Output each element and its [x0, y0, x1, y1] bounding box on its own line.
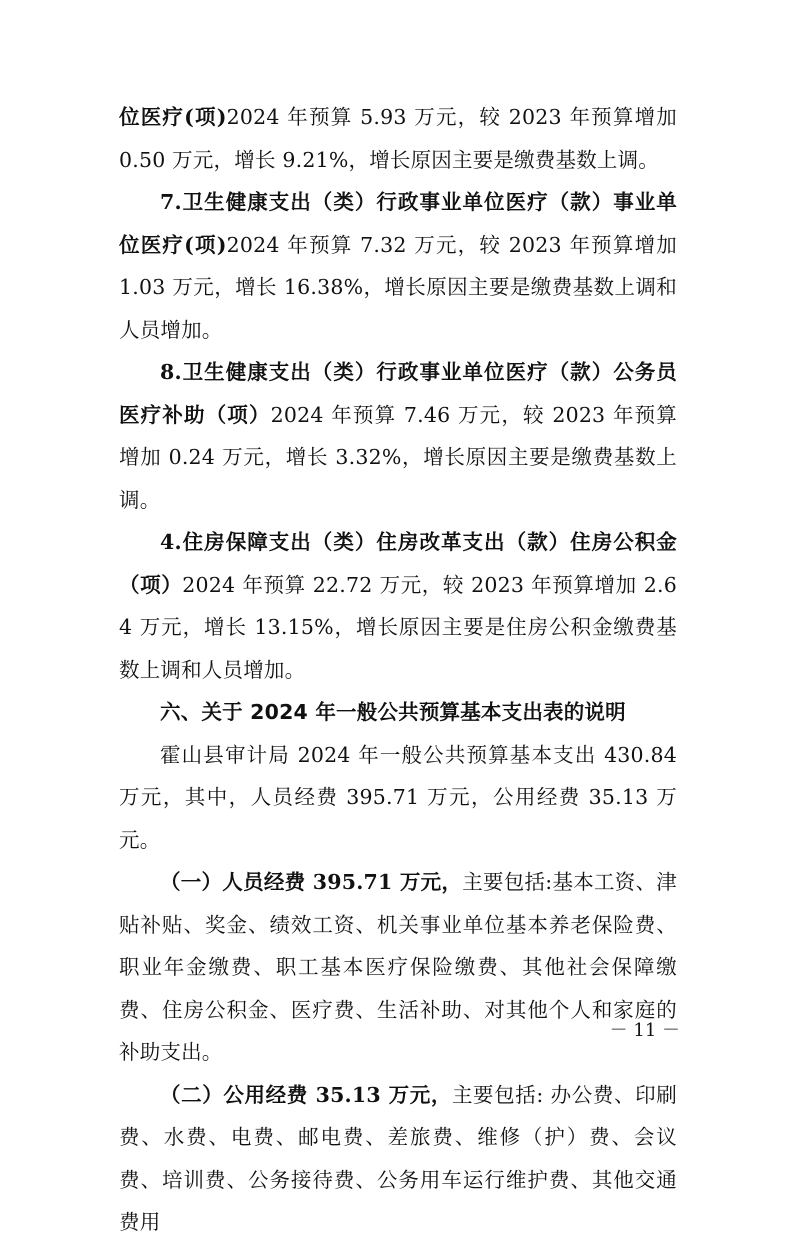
item-title: 4.住房保障支出（类）住房改革支出（款）住房公积金（项） [119, 530, 677, 597]
paragraph-item-7 [119, 181, 677, 351]
item-text: 2024 年预算 7.32 万元，较 2023 年预算增加 1.03 万元，增长 16.38%，增长原因主要是缴费基数上调和人员增加。 [119, 232, 677, 342]
paragraph-medical-continued [119, 96, 677, 181]
paragraph-item-8 [119, 351, 677, 521]
section-heading: 六、关于 2024 年一般公共预算基本支出表的说明 [160, 700, 626, 724]
page-number: － 11 － [609, 1020, 680, 1041]
document-body [119, 96, 677, 1244]
item-title: （二）公用经费 35.13 万元， [160, 1082, 452, 1107]
item-text: 主要包括:基本工资、津贴补贴、奖金、绩效工资、机关事业单位基本养老保险费、职业年金缴费、职工基本医疗保险缴费、其他社会保障缴费、住房公积金、医疗费、生活补助、对其他个人和家庭的补助支出。 [119, 870, 677, 1064]
paragraph-basic-expenditure [119, 734, 677, 862]
item-title: （一）人员经费 395.71 万元， [160, 870, 463, 894]
paragraph-public-expenses [119, 1074, 677, 1244]
item-text: 2024 年预算 7.46 万元，较 2023 年预算增加 0.24 万元，增长 3.32%，增长原因主要是缴费基数上调。 [119, 402, 677, 512]
item-text: 2024 年预算 5.93 万元，较 2023 年预算增加 0.50 万元，增长 9.21%，增长原因主要是缴费基数上调。 [119, 105, 677, 172]
paragraph-personnel-expenses [119, 861, 677, 1074]
item-title: 8.卫生健康支出（类）行政事业单位医疗（款）公务员医疗补助（项） [119, 360, 677, 427]
item-title: 位医疗(项) [119, 105, 227, 129]
paragraph-item-4 [119, 521, 677, 691]
item-text: 主要包括: 办公费、印刷费、水费、电费、邮电费、差旅费、维修（护）费、会议费、培训费、公务接待费、公务用车运行维护费、其他交通费用 [119, 1082, 677, 1234]
item-title: 7.卫生健康支出（类）行政事业单位医疗（款）事业单位医疗(项) [119, 190, 677, 257]
item-text: 2024 年预算 22.72 万元，较 2023 年预算增加 2.64 万元，增长 13.15%，增长原因主要是住房公积金缴费基数上调和人员增加。 [119, 572, 677, 682]
item-text: 霍山县审计局 2024 年一般公共预算基本支出 430.84 万元，其中，人员经费 395.71 万元，公用经费 35.13 万元。 [119, 742, 677, 852]
